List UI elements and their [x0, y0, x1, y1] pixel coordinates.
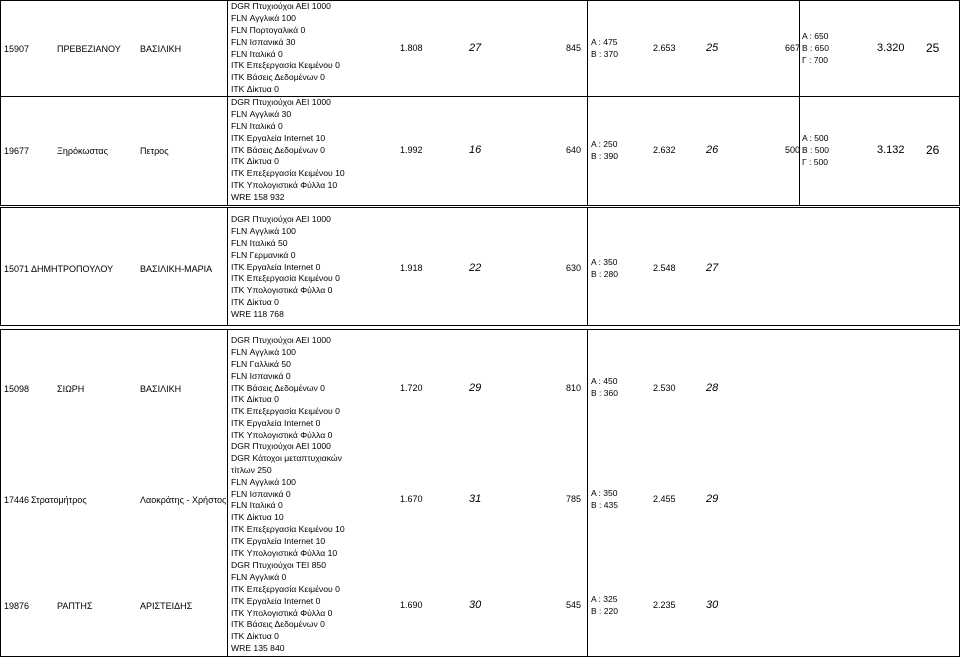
candidate-name: ΑΡΙΣΤΕΙΔΗΣ	[140, 601, 193, 611]
sub-score: Α : 650	[802, 31, 829, 41]
candidate-surname: ΠΡΕΒΕΖΙΑΝΟΥ	[57, 44, 121, 54]
qualification-line: ITK Επεξεργασία Κειμένου 0	[231, 583, 340, 594]
qualification-line: ITK Υπολογιστικά Φύλλα 0	[231, 430, 333, 441]
qualifications-list	[231, 214, 340, 321]
qualification-line: DGR Πτυχιούχοι ΑΕΙ 1000	[231, 214, 331, 224]
sub-score: Α : 500	[802, 133, 829, 143]
qualification-line: FLN Ιταλικά 0	[231, 120, 283, 131]
qualification-line: DGR Κάτοχοι μεταπτυχιακών	[231, 452, 342, 463]
score-a: 1.720	[400, 383, 423, 393]
rank-c: 25	[926, 41, 940, 55]
score-c: 3.132	[877, 144, 905, 156]
rank-a: 31	[469, 493, 482, 505]
qualification-line: ITK Εργαλεία Internet 0	[231, 418, 321, 429]
qualification-line: ITK Επεξεργασία Κειμένου 0	[231, 273, 340, 284]
sub-scores-b	[802, 31, 829, 67]
qualification-line: DGR Πτυχιούχοι ΑΕΙ 1000	[231, 441, 331, 451]
sub-scores-a	[591, 488, 618, 512]
sub-score: Α : 325	[591, 594, 618, 604]
sub-scores-a	[591, 139, 618, 163]
candidate-name: Πετρος	[140, 146, 169, 156]
rank-a: 30	[469, 599, 482, 611]
sub-score: Β : 370	[591, 48, 618, 59]
rank-a: 29	[469, 382, 482, 394]
section-divider	[0, 205, 960, 206]
candidate-name: ΒΑΣΙΛΙΚΗ	[140, 44, 182, 54]
section-divider	[0, 207, 960, 208]
sub-scores-b	[802, 133, 829, 169]
candidate-surname: Στρατομήτρος	[31, 495, 87, 505]
section-divider	[0, 329, 960, 330]
qualification-line: ITK Βάσεις Δεδομένων 0	[231, 72, 325, 83]
qualification-line: ITK Βάσεις Δεδομένων 0	[231, 382, 325, 393]
rank-b: 30	[706, 599, 719, 611]
qualification-line: ITK Βάσεις Δεδομένων 0	[231, 619, 325, 630]
points-a: 845	[566, 43, 582, 53]
qualification-line: FLN Ιταλικά 50	[231, 237, 288, 248]
col-divider	[0, 0, 1, 205]
col-divider	[587, 329, 588, 657]
score-b: 2.548	[653, 263, 676, 273]
points-b: 667	[785, 43, 801, 53]
qualification-line: WRE 118 768	[231, 309, 284, 320]
sub-score: Β : 360	[591, 387, 618, 398]
score-b: 2.455	[653, 494, 676, 504]
candidate-surname: ΔΗΜΗΤΡΟΠΟΥΛΟΥ	[31, 264, 114, 274]
sub-score: Γ : 700	[802, 54, 828, 65]
qualification-line: FLN Γαλλικά 50	[231, 358, 291, 369]
row-divider	[0, 96, 960, 97]
qualification-line: ITK Επεξεργασία Κειμένου 10	[231, 524, 345, 535]
qualification-line: FLN Ισπανικά 30	[231, 36, 296, 47]
qualification-line: ITK Επεξεργασία Κειμένου 0	[231, 406, 340, 417]
qualification-line: ITK Υπολογιστικά Φύλλα 0	[231, 285, 333, 296]
rank-b: 27	[706, 262, 719, 274]
candidate-code: 15071	[4, 264, 30, 274]
rank-b: 26	[706, 144, 719, 156]
score-a: 1.918	[400, 263, 423, 273]
qualification-line: FLN Αγγλικά 100	[231, 346, 296, 357]
points-b: 500	[785, 145, 801, 155]
qualification-line: DGR Πτυχιούχοι ΑΕΙ 1000	[231, 1, 331, 11]
sub-score: Β : 280	[591, 268, 618, 279]
score-a: 1.992	[400, 145, 423, 155]
qualification-line: ITK Δίκτυα 0	[231, 631, 279, 642]
sub-score: Α : 450	[591, 376, 618, 386]
points-a: 785	[566, 494, 582, 504]
qualification-line: ITK Δίκτυα 10	[231, 512, 284, 523]
score-b: 2.235	[653, 600, 676, 610]
qualification-line: WRE 158 932	[231, 192, 285, 203]
qualifications-list	[231, 335, 340, 442]
score-a: 1.690	[400, 600, 423, 610]
points-a: 630	[566, 263, 582, 273]
candidate-surname: Ξηρόκωστας	[57, 146, 108, 156]
qualification-line: ITK Επεξεργασία Κειμένου 0	[231, 60, 340, 71]
sub-score: Α : 250	[591, 139, 618, 149]
candidate-surname: ΣΙΩΡΗ	[57, 384, 85, 394]
qualification-line: ITK Υπολογιστικά Φύλλα 10	[231, 180, 338, 191]
qualification-line: FLN Πορτογαλικά 0	[231, 24, 306, 35]
col-divider	[587, 0, 588, 205]
sub-score: Β : 390	[591, 150, 618, 161]
sub-score: Α : 350	[591, 488, 618, 498]
candidate-name: ΒΑΣΙΛΙΚΗ	[140, 384, 182, 394]
qualifications-list	[231, 97, 345, 204]
qualification-line: DGR Πτυχιούχοι ΑΕΙ 1000	[231, 97, 331, 107]
qualification-line: FLN Γερμανικά 0	[231, 249, 296, 260]
sub-score: Α : 350	[591, 257, 618, 267]
table-border-top	[0, 0, 960, 1]
sub-scores-a	[591, 37, 618, 61]
candidate-code: 17446	[4, 495, 30, 505]
qualification-line: FLN Αγγλικά 100	[231, 225, 296, 236]
points-a: 545	[566, 600, 582, 610]
qualification-line: DGR Πτυχιούχοι ΤΕΙ 850	[231, 560, 326, 570]
rank-a: 22	[469, 262, 482, 274]
qualification-line: ITK Υπολογιστικά Φύλλα 10	[231, 548, 338, 559]
qualifications-list	[231, 1, 340, 96]
score-a: 1.808	[400, 43, 423, 53]
qualification-line: FLN Αγγλικά 0	[231, 571, 287, 582]
qualification-line: ITK Επεξεργασία Κειμένου 10	[231, 168, 345, 179]
qualification-line: τίτλων 250	[231, 464, 272, 475]
sub-score: Β : 500	[802, 144, 829, 155]
qualification-line: FLN Ισπανικά 0	[231, 370, 291, 381]
sub-score: Α : 475	[591, 37, 618, 47]
qualification-line: FLN Ιταλικά 0	[231, 500, 283, 511]
candidate-code: 19677	[4, 146, 30, 156]
qualification-line: FLN Αγγλικά 30	[231, 108, 292, 119]
candidate-name: ΒΑΣΙΛΙΚΗ-ΜΑΡΙΑ	[140, 264, 213, 274]
sub-scores-a	[591, 594, 618, 618]
qualification-line: ITK Εργαλεία Internet 0	[231, 595, 321, 606]
score-b: 2.632	[653, 145, 676, 155]
col-divider	[227, 207, 228, 325]
qualification-line: DGR Πτυχιούχοι ΑΕΙ 1000	[231, 335, 331, 345]
section-divider	[0, 325, 960, 326]
candidate-name: Λαοκράτης - Χρήστος	[140, 495, 227, 505]
qualification-line: WRE 135 840	[231, 643, 285, 654]
score-b: 2.653	[653, 43, 676, 53]
qualification-line: ITK Δίκτυα 0	[231, 297, 279, 308]
candidate-code: 15098	[4, 384, 30, 394]
qualification-line: FLN Ιταλικά 0	[231, 48, 283, 59]
qualification-line: ITK Δίκτυα 0	[231, 156, 279, 167]
qualification-line: ITK Δίκτυα 0	[231, 84, 279, 95]
rank-a: 27	[469, 42, 482, 54]
col-divider	[799, 0, 800, 205]
rank-a: 16	[469, 144, 482, 156]
qualifications-list	[231, 560, 340, 655]
score-c: 3.320	[877, 42, 905, 54]
col-divider	[0, 207, 1, 325]
sub-score: Β : 435	[591, 499, 618, 510]
score-b: 2.530	[653, 383, 676, 393]
qualification-line: ITK Εργαλεία Internet 0	[231, 261, 321, 272]
qualification-line: ITK Εργαλεία Internet 10	[231, 536, 326, 547]
sub-score: Γ : 500	[802, 156, 828, 167]
rank-b: 25	[706, 42, 719, 54]
col-divider	[587, 207, 588, 325]
qualification-line: FLN Αγγλικά 100	[231, 476, 296, 487]
candidate-surname: ΡΑΠΤΗΣ	[57, 601, 93, 611]
sub-score: Β : 650	[802, 42, 829, 53]
sub-scores-a	[591, 257, 618, 281]
qualifications-list	[231, 441, 345, 560]
qualification-line: ITK Υπολογιστικά Φύλλα 0	[231, 607, 333, 618]
qualification-line: ITK Εργαλεία Internet 10	[231, 132, 326, 143]
qualification-line: ITK Δίκτυα 0	[231, 394, 279, 405]
points-a: 640	[566, 145, 582, 155]
col-divider	[227, 0, 228, 205]
rank-b: 28	[706, 382, 719, 394]
rank-c: 26	[926, 143, 940, 157]
rank-b: 29	[706, 493, 719, 505]
sub-score: Β : 220	[591, 605, 618, 616]
points-a: 810	[566, 383, 582, 393]
candidate-code: 15907	[4, 44, 30, 54]
score-a: 1.670	[400, 494, 423, 504]
col-divider	[0, 329, 1, 657]
sub-scores-a	[591, 376, 618, 400]
qualification-line: FLN Αγγλικά 100	[231, 12, 296, 23]
qualification-line: FLN Ισπανικά 0	[231, 488, 291, 499]
qualification-line: ITK Βάσεις Δεδομένων 0	[231, 144, 325, 155]
col-divider	[227, 329, 228, 657]
candidate-code: 19876	[4, 601, 30, 611]
